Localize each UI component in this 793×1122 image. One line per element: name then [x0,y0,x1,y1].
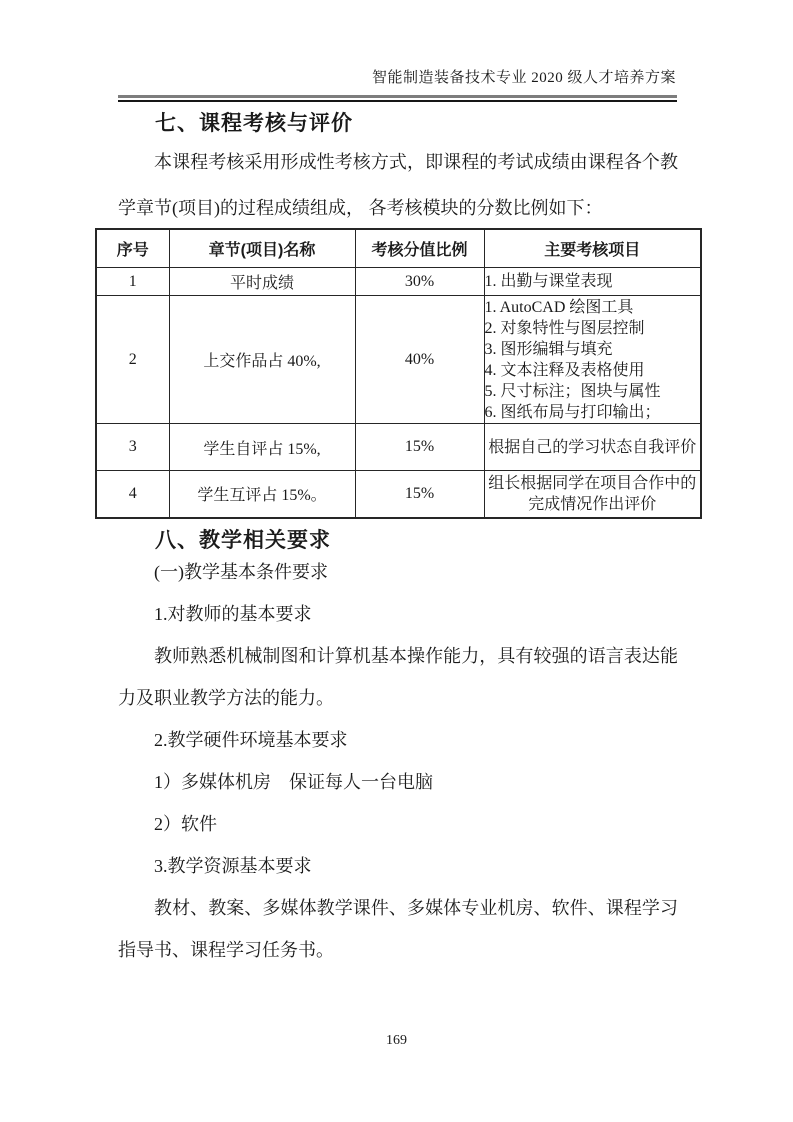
table-cell-no: 4 [96,471,169,518]
assessment-item: 根据自己的学习状态自我评价 [488,438,697,456]
assessment-table-body [96,268,701,518]
table-cell-ratio: 30% [355,268,484,296]
section-8-line: 3.教学资源基本要求 [154,856,312,876]
section-8-body [118,551,678,971]
table-cell-ratio: 15% [355,471,484,518]
section-8-line: (一)教学基本条件要求 [154,562,328,582]
table-cell-name: 学生互评占 15%。 [169,471,355,518]
running-header-title: 智能制造装备技术专业 2020 级人才培养方案 [371,70,676,86]
section-8-line: 1）多媒体机房 保证每人一台电脑 [154,772,433,792]
table-cell-name: 学生自评占 15%, [169,424,355,471]
page-number: 169 [386,1033,407,1048]
assessment-item: 3. 图形编辑与填充 [484,340,613,358]
table-row [96,296,701,424]
assessment-item: 1. AutoCAD 绘图工具 [484,298,634,316]
assessment-item: 5. 尺寸标注；图块与属性 [484,382,661,400]
table-cell-name: 上交作品占 40%, [169,296,355,424]
section-8-heading: 八、教学相关要求 [155,529,331,552]
assessment-table-wrap [95,228,702,519]
assessment-item: 4. 文本注释及表格使用 [484,361,645,379]
table-row [96,268,701,296]
table-row [96,424,701,471]
table-cell-no: 2 [96,296,169,424]
table-cell-items [484,268,701,296]
section-8-paragraph: 教师熟悉机械制图和计算机基本操作能力，具有较强的语言表达能力及职业教学方法的能力。 [118,646,678,708]
assessment-item: 1. 出勤与课堂表现 [484,273,613,290]
table-row [96,471,701,518]
assessment-item: 6. 图纸布局与打印输出； [484,403,661,421]
table-header-cell: 主要考核项目 [484,229,701,268]
table-cell-no: 1 [96,268,169,296]
assessment-item: 组长根据同学在项目合作中的完成情况作出评价 [488,474,697,513]
assessment-table [95,228,702,519]
section-8-paragraph: 教材、教案、多媒体教学课件、多媒体专业机房、软件、课程学习指导书、课程学习任务书。 [118,898,678,960]
table-cell-no: 3 [96,424,169,471]
table-header-row [96,229,701,268]
section-8-line: 1.对教师的基本要求 [154,604,312,624]
table-cell-items [484,471,701,518]
table-cell-items [484,296,701,424]
header-rule [118,95,677,102]
section-7-heading: 七、课程考核与评价 [155,112,353,135]
table-header-cell: 章节(项目)名称 [169,229,355,268]
table-cell-items [484,424,701,471]
table-header-cell: 考核分值比例 [355,229,484,268]
table-header-cell: 序号 [96,229,169,268]
section-7-intro-paragraph: 本课程考核采用形成性考核方式，即课程的考试成绩由课程各个教学章节(项目)的过程成绩组成， 各考核模块的分数比例如下： [118,152,678,218]
table-cell-name: 平时成绩 [169,268,355,296]
section-8-line: 2.教学硬件环境基本要求 [154,730,348,750]
table-cell-ratio: 15% [355,424,484,471]
assessment-item: 2. 对象特性与图层控制 [484,319,645,337]
section-8-line: 2）软件 [154,814,217,834]
table-cell-ratio: 40% [355,296,484,424]
